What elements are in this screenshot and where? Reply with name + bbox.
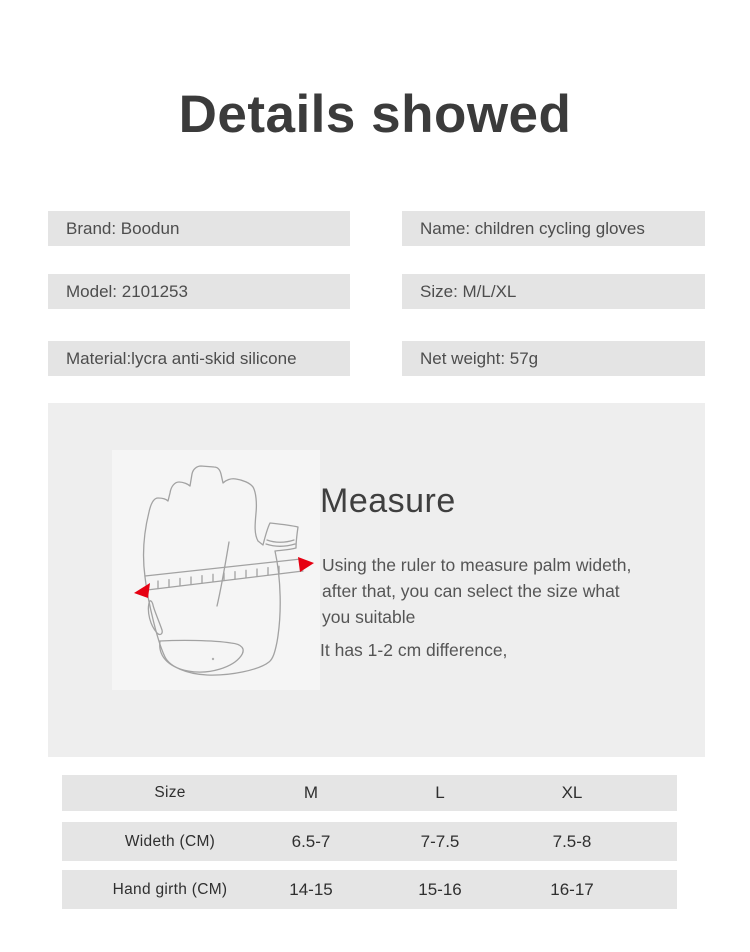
size-table-header-size: Size: [154, 784, 186, 801]
palm-seam-line: [217, 542, 229, 606]
measure-arrow-left-icon: [134, 583, 150, 598]
spec-name: Name: children cycling gloves: [402, 211, 705, 246]
measure-arrow-right-icon: [298, 557, 314, 572]
spec-material: Material:lycra anti-skid silicone: [48, 341, 350, 376]
ruler-ticks: [158, 566, 279, 588]
girth-xl-value: 16-17: [550, 879, 594, 899]
measure-tolerance-text: It has 1-2 cm difference,: [320, 640, 508, 660]
thumb-trim-line-1: [267, 540, 294, 542]
measure-instruction-text: Using the ruler to measure palm wideth, after that, you can select the size what you suitable: [322, 555, 632, 627]
girth-m-value: 14-15: [289, 879, 333, 899]
glove-illustration: [112, 450, 320, 690]
cuff-dot: [212, 658, 214, 660]
size-table-header-l: L: [435, 783, 445, 802]
spec-size: Size: M/L/XL: [402, 274, 705, 309]
glove-outline-icon: [112, 450, 320, 690]
page-title: Details showed: [178, 85, 572, 144]
width-row-label: Wideth (CM): [124, 832, 216, 850]
size-table-header-m: M: [303, 783, 319, 802]
size-table-header-row: [62, 775, 677, 811]
size-table-width-row: [62, 822, 677, 861]
size-table-girth-row: [62, 870, 677, 909]
thumb-trim-line-2: [266, 544, 295, 546]
measure-panel: [48, 403, 705, 757]
glove-body-outline: [144, 466, 298, 675]
measure-heading: Measure: [320, 482, 456, 520]
width-l-value: 7-7.5: [420, 831, 460, 851]
width-xl-value: 7.5-8: [552, 831, 592, 851]
size-table-header-xl: XL: [561, 783, 583, 802]
girth-l-value: 15-16: [418, 879, 462, 899]
spec-brand: Brand: Boodun: [48, 211, 350, 246]
cuff-pocket-seam: [160, 640, 243, 672]
girth-row-label: Hand girth (CM): [112, 880, 228, 898]
width-m-value: 6.5-7: [291, 831, 331, 851]
spec-model: Model: 2101253: [48, 274, 350, 309]
spec-net-weight: Net weight: 57g: [402, 341, 705, 376]
